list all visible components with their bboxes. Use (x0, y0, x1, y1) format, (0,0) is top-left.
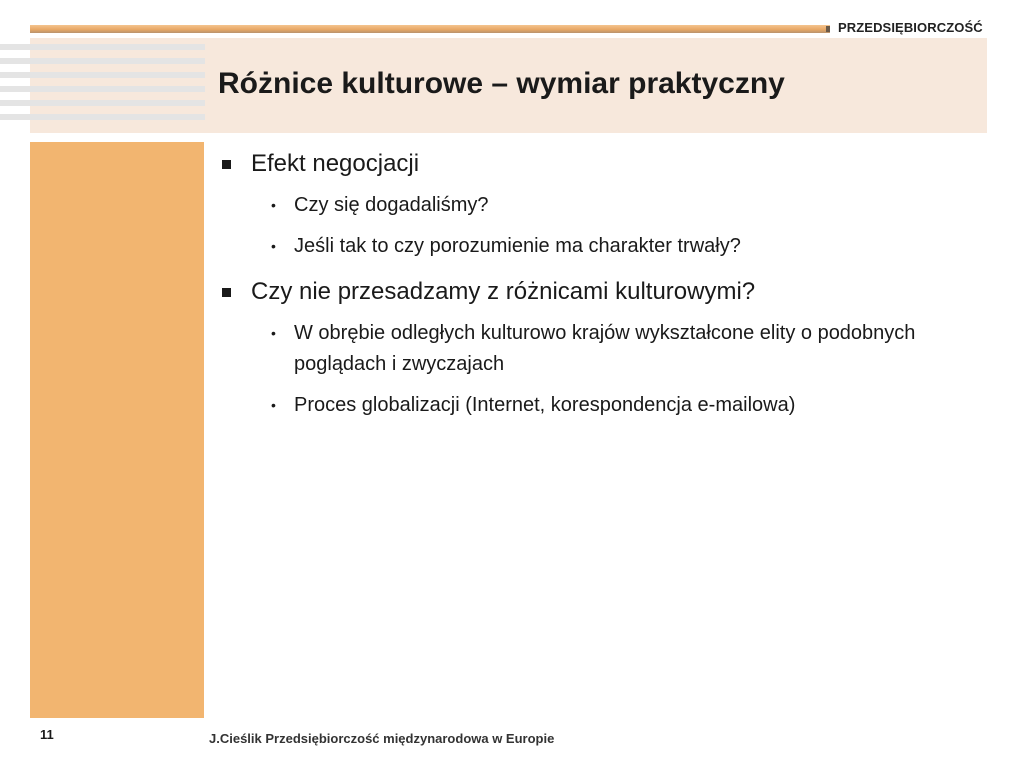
dot-bullet-icon: • (271, 397, 276, 413)
sub-bullet-text: W obrębie odległych kulturowo krajów wykształcone elity o podobnych poglądach i zwyczajach (294, 322, 916, 375)
sub-bullet-text: Czy się dogadaliśmy? (294, 194, 489, 216)
bullet-item (218, 148, 988, 180)
square-bullet-icon (222, 160, 231, 169)
bullet-item (218, 276, 988, 308)
top-rule-end (826, 26, 830, 32)
stripe (0, 44, 205, 50)
dot-bullet-icon: • (271, 325, 276, 341)
sub-bullet-item (218, 318, 988, 380)
sub-bullet-text: Proces globalizacji (Internet, korespondencja e-mailowa) (294, 394, 796, 416)
sub-bullet-item (218, 390, 988, 421)
bullet-text: Efekt negocjacji (251, 150, 420, 177)
page-title: Różnice kulturowe – wymiar praktyczny (218, 67, 785, 100)
stripe (0, 100, 205, 106)
slide-number: 11 (40, 727, 54, 742)
sub-bullet-item (218, 190, 988, 221)
decorative-stripes (0, 44, 205, 124)
top-rule (30, 25, 830, 33)
dot-bullet-icon: • (271, 197, 276, 213)
side-panel (30, 142, 204, 718)
stripe (0, 72, 205, 78)
sub-bullet-item (218, 231, 988, 262)
dot-bullet-icon: • (271, 238, 276, 254)
stripe (0, 114, 205, 120)
slide-content (218, 148, 988, 421)
bullet-text: Czy nie przesadzamy z różnicami kulturowymi? (251, 278, 756, 305)
brand-label: PRZEDSIĘBIORCZOŚĆ (838, 20, 983, 35)
sub-bullet-text: Jeśli tak to czy porozumienie ma charakter trwały? (294, 235, 741, 257)
stripe (0, 86, 205, 92)
square-bullet-icon (222, 288, 231, 297)
stripe (0, 58, 205, 64)
footer-text: J.Cieślik Przedsiębiorczość międzynarodowa w Europie (209, 731, 555, 746)
